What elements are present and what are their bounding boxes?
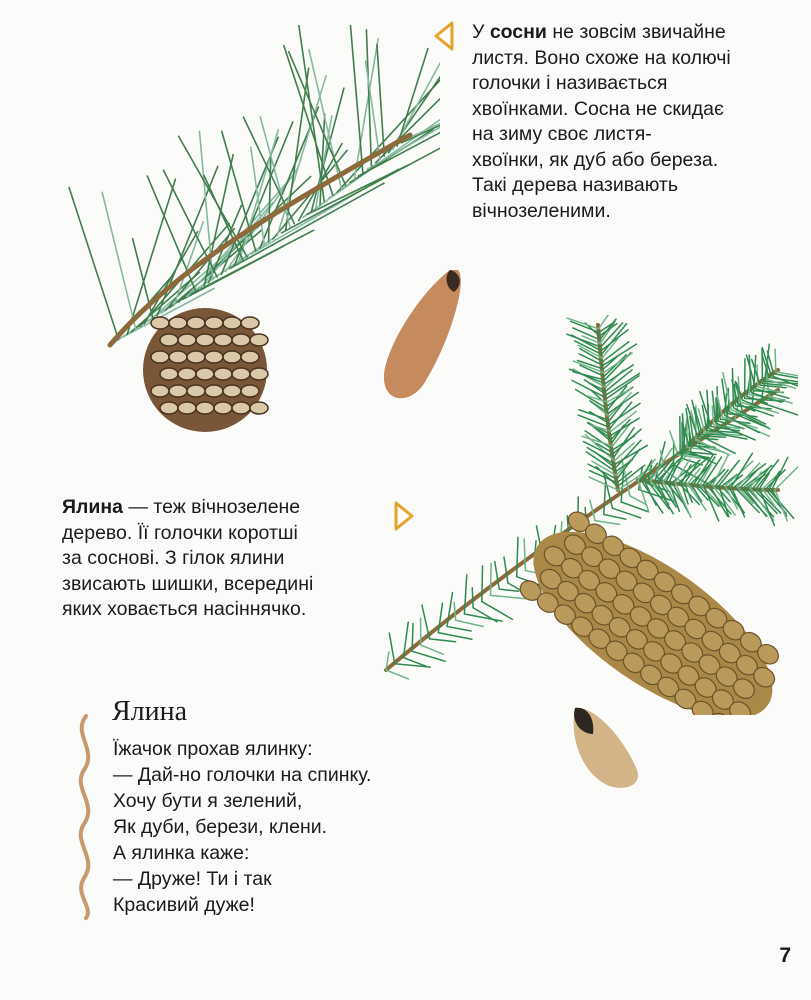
page-number: 7 (779, 944, 791, 967)
poem-line: Як дуби, берези, клени. (113, 816, 328, 838)
pine-cone (143, 308, 268, 432)
spruce-line: звисають шишки, всередині (62, 572, 314, 595)
poem-title: Ялина (112, 696, 188, 727)
pine-line: хвоїнками. Сосна не скидає (472, 97, 724, 120)
spruce-seed-illustration (565, 700, 645, 795)
pine-line: Такі дерева називають (472, 174, 678, 196)
pine-name-bold: сосни (489, 21, 547, 43)
spruce-description (62, 495, 382, 623)
spruce-line: дерево. Її голочки коротші (62, 521, 298, 544)
poem (113, 736, 371, 918)
spruce-line: Ялина — теж вічнозелене (62, 496, 301, 518)
pine-description (472, 20, 792, 224)
poem-line: Їжачок прохав ялинку: (113, 738, 313, 760)
spruce-cone (505, 497, 798, 715)
poem-line: Хочу бути я зелений, (113, 790, 303, 812)
pine-line: хвоїнки, як дуб або береза. (472, 148, 719, 171)
pine-line: голочки і називається (472, 72, 668, 94)
pine-line: вічнозеленими. (472, 199, 611, 222)
poem-line: — Дай-но голочки на спинку. (113, 764, 372, 786)
poem-line: Красивий дуже! (113, 894, 255, 916)
spruce-line: яких ховається насіннячко. (62, 598, 307, 620)
decorative-squiggle-icon (68, 712, 102, 922)
spruce-branch-illustration (378, 315, 798, 715)
pine-line: У сосни не зовсім звичайне (472, 21, 726, 43)
pine-text-marker-icon (432, 20, 456, 52)
spruce-name-bold: Ялина (62, 496, 124, 518)
pine-line: листя. Воно схоже на колючі (472, 46, 731, 69)
poem-line: А ялинка каже: (113, 842, 250, 864)
poem-line: — Друже! Ти і так (113, 868, 272, 890)
pine-line: на зиму своє листя- (472, 123, 652, 145)
spruce-line: за соснові. З гілок ялини (62, 547, 285, 569)
